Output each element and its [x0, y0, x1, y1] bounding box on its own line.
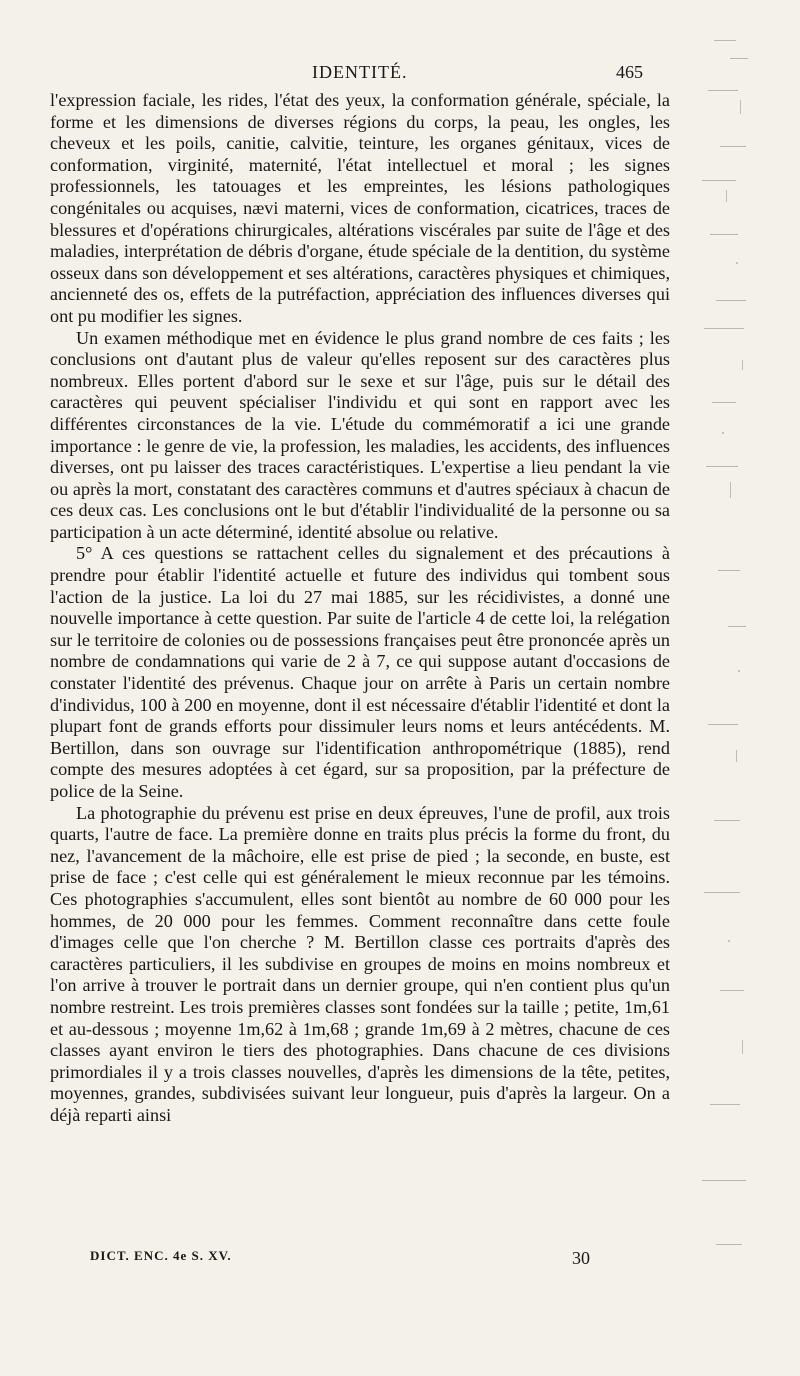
margin-mark	[714, 40, 736, 41]
margin-tick	[742, 1040, 743, 1054]
footer-source: DICT. ENC. 4e S. XV.	[90, 1248, 232, 1263]
margin-mark	[720, 146, 746, 147]
body-text	[50, 90, 670, 1127]
margin-mark	[702, 1180, 746, 1181]
running-head	[0, 62, 800, 86]
margin-tick	[726, 190, 727, 202]
margin-mark	[716, 1244, 742, 1245]
margin-spot	[728, 940, 730, 942]
running-title: IDENTITÉ.	[312, 62, 408, 82]
margin-mark	[704, 328, 744, 329]
margin-tick	[742, 360, 743, 370]
margin-spot	[738, 670, 740, 672]
margin-spot	[722, 432, 724, 434]
margin-mark	[708, 90, 738, 91]
margin-mark	[720, 990, 744, 991]
paragraph-photographie: La photographie du prévenu est prise en deux épreuves, l'une de profil, aux trois quarts, l'autre de face. La première donne en traits plus précis la forme du front, du nez, l'avancement de la mâchoire, elle est prise de pied ; la seconde, en buste, est prise de face ; c'est celle qui est généralement le mieux reconnue par les témoins. Ces photographies s'accumulent, elles sont bientôt au nombre de 60 000 pour les hommes, de 20 000 pour les femmes. Comment reconnaître dans cette foule d'images celle que l'on cherche ? M. Bertillon classe ces portraits d'après des caractères particuliers, il les subdivise en groupes de moins en moins nombreux et l'on arrive à trouver le portrait dans un dernier groupe, qui n'en contient plus qu'un nombre restreint. Les trois premières classes sont fondées sur la taille ; petite, 1m,61 et au-dessous ; moyenne 1m,62 à 1m,68 ; grande 1m,69 à 2 mètres, chacune de ces classes ayant environ le tiers des photographies. Dans chacune de ces divisions primordiales il y a trois classes nouvelles, d'après les dimensions de la tête, petites, moyennes, grandes, subdivisées suivant leur longueur, puis d'après la largeur. On a déjà reparti ainsi	[50, 802, 670, 1125]
margin-mark	[710, 1104, 740, 1105]
paragraph-examen: Un examen méthodique met en évidence le plus grand nombre de ces faits ; les conclusions ont d'autant plus de valeur qu'elles reposent sur des caractères plus nombreux. Elles portent d'abord sur le sexe et sur l'âge, puis sur le détail des caractères qui peuvent spécialiser l'individu et qui sont en rapport avec les différentes circonstances de la vie. L'étude du commémoratif a ici une grande importance : le genre de vie, la profession, les maladies, les accidents, des influences diverses, ont pu laisser des traces caractéristiques. L'expertise a lieu pendant la vie ou après la mort, constatant des caractères communs et d'autres spéciaux à chacun de ces deux cas. Les conclusions ont le but d'établir l'individualité de la personne ou sa participation à un acte déterminé, identité absolue ou relative.	[50, 327, 670, 542]
page-footer	[0, 1248, 800, 1272]
margin-mark	[706, 466, 738, 467]
margin-tick	[730, 482, 731, 498]
margin-mark	[728, 626, 746, 627]
margin-mark	[704, 892, 740, 893]
page-number: 465	[616, 62, 643, 82]
footer-signature: 30	[572, 1248, 590, 1268]
margin-tick	[740, 100, 741, 114]
margin-show-through	[700, 30, 770, 1270]
paragraph-signalement: 5° A ces questions se rattachent celles du signalement et des précautions à prendre pour établir l'identité actuelle et future des individus qui tombent sous l'action de la justice. La loi du 27 mai 1885, sur les récidivistes, a donné une nouvelle importance à cette question. Par suite de l'article 4 de cette loi, la relégation sur le territoire de colonies ou de possessions françaises peut être prononcée après un nombre de condamnations qui varie de 2 à 7, ce qui suppose autant d'occasions de constater l'identité des prévenus. Chaque jour on arrête à Paris un certain nombre d'individus, 100 à 200 en moyenne, dont il est nécessaire d'établir l'identité et dont la plupart font de grands efforts pour dissimuler leurs noms et leurs antécédents. M. Bertillon, dans son ouvrage sur l'identification anthropométrique (1885), rend compte des mesures adoptées à cet égard, sur sa proposition, par la préfecture de police de la Seine.	[50, 543, 670, 801]
paragraph-continuation: l'expression faciale, les rides, l'état des yeux, la conformation générale, spéciale, la forme et les dimensions de diverses régions du corps, la peau, les ongles, les cheveux et les poils, canitie, calvitie, teinture, les organes génitaux, vices de conformation, virginité, maternité, l'état intellectuel et moral ; les signes professionnels, les tatouages et les empreintes, les lésions pathologiques congénitales ou acquises, nævi materni, vices de conformation, cicatrices, traces de blessures et d'opérations chirurgicales, altérations viscérales par suite de l'âge et des maladies, interprétation de débris d'organe, étude spéciale de la dentition, du système osseux dans son développement et ses altérations, caractères physiques et chimiques, ancienneté des os, effets de la putréfaction, appréciation des influences diverses qui ont pu modifier les signes.	[50, 90, 670, 326]
margin-mark	[712, 402, 736, 403]
margin-spot	[736, 262, 738, 264]
margin-mark	[710, 234, 738, 235]
margin-mark	[702, 180, 736, 181]
margin-mark	[708, 724, 738, 725]
margin-tick	[736, 750, 737, 762]
margin-mark	[718, 570, 740, 571]
margin-mark	[716, 300, 746, 301]
margin-mark	[714, 820, 740, 821]
margin-mark	[730, 58, 748, 59]
